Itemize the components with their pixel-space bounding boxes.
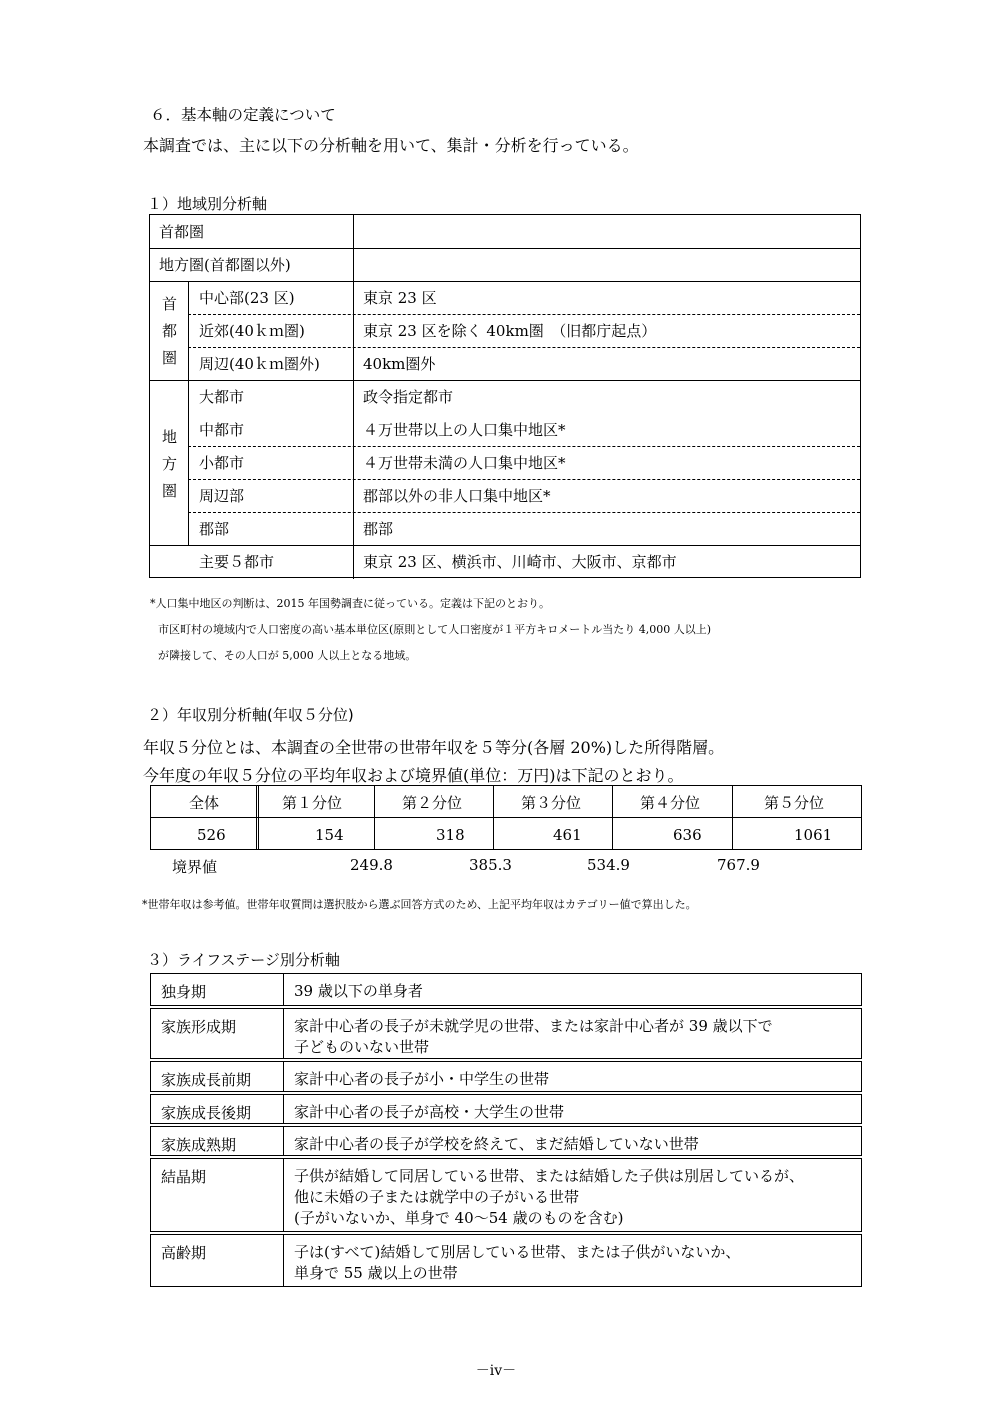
life-row-line: 子供が結婚して同居している世帯、または結婚した子供は別居しているが、	[294, 1167, 805, 1185]
regional-group-char-3: 圏	[162, 482, 178, 500]
income-note: *世帯年収は参考値。世帯年収質問は選択肢から選ぶ回答方式のため、上記平均年収はカテゴリー値で算出した。	[142, 898, 697, 911]
region-table	[149, 214, 861, 578]
section-intro: 本調査では、主に以下の分析軸を用いて、集計・分析を行っている。	[143, 136, 639, 155]
boundary-1: 249.8	[350, 856, 393, 874]
life-row-line: 子どものいない世帯	[294, 1038, 430, 1056]
life-row	[150, 1094, 862, 1124]
region-r2-label: 中都市	[199, 421, 245, 439]
region-r3-label: 小都市	[199, 454, 245, 472]
metro-group-char-1: 首	[162, 295, 178, 313]
region-note-1: *人口集中地区の判断は、2015 年国勢調査に従っている。定義は下記のとおり。	[150, 597, 550, 610]
region-note-2: 市区町村の境域内で人口密度の高い基本単位区(原則として人口密度が１平方キロメートル当たり 4,000 人以上)	[158, 623, 712, 636]
region-m3-label: 周辺(40ｋｍ圏外)	[199, 355, 320, 373]
life-row	[150, 973, 862, 1006]
income-header-q2: 第２分位	[402, 794, 463, 812]
income-header-total: 全体	[189, 794, 220, 812]
region-note-3: が隣接して、その人口が 5,000 人以上となる地域。	[158, 649, 417, 662]
income-header-q5: 第５分位	[764, 794, 825, 812]
section-title: ６．基本軸の定義について	[150, 106, 336, 124]
life-row-text	[294, 1016, 773, 1058]
region-m2-desc: 東京 23 区を除く 40km圏 （旧都庁起点）	[363, 322, 657, 340]
boundary-4: 767.9	[717, 856, 760, 874]
regional-group-char-2: 方	[162, 455, 178, 473]
region-m2-label: 近郊(40ｋｍ圏)	[199, 322, 305, 340]
region-major-label: 主要５都市	[199, 553, 275, 571]
regional-group-char-1: 地	[162, 428, 178, 446]
life-row-label: 独身期	[161, 983, 207, 1001]
life-row-text	[294, 1166, 804, 1229]
region-r1-desc: 政令指定都市	[363, 388, 454, 406]
income-table	[150, 785, 862, 850]
income-value-q4: 636	[673, 826, 702, 844]
life-row-line: 家計中心者の長子が小・中学生の世帯	[294, 1070, 550, 1088]
life-heading: ３）ライフステージ別分析軸	[147, 951, 340, 969]
income-value-q5: 1061	[794, 826, 833, 844]
region-r5-desc: 郡部	[363, 520, 394, 538]
income-value-q1: 154	[315, 826, 344, 844]
life-row	[150, 1061, 862, 1092]
life-row	[150, 1008, 862, 1059]
life-row-line: 39 歳以下の単身者	[294, 982, 423, 1000]
region-r5-label: 郡部	[199, 520, 230, 538]
life-row	[150, 1158, 862, 1232]
life-row	[150, 1234, 862, 1287]
region-m1-label: 中心部(23 区)	[199, 289, 295, 307]
life-row-label: 家族形成期	[161, 1018, 237, 1036]
region-r4-label: 周辺部	[199, 487, 245, 505]
region-r2-desc: ４万世帯以上の人口集中地区*	[363, 421, 566, 439]
income-line-2: 今年度の年収５分位の平均年収および境界値(単位：万円)は下記のとおり。	[143, 766, 684, 785]
income-value-q3: 461	[553, 826, 582, 844]
life-row-label: 結晶期	[161, 1168, 207, 1186]
life-row-label: 家族成長前期	[161, 1071, 252, 1089]
income-value-total: 526	[197, 826, 226, 844]
region-m3-desc: 40km圏外	[363, 355, 436, 373]
life-row-text	[294, 1242, 740, 1284]
life-row-label: 高齢期	[161, 1244, 207, 1262]
life-row-label: 家族成熟期	[161, 1136, 237, 1154]
income-value-q2: 318	[436, 826, 465, 844]
region-regional-label: 地方圏(首都圏以外)	[159, 256, 291, 274]
income-line-1: 年収５分位とは、本調査の全世帯の世帯年収を５等分(各層 20%)した所得階層。	[143, 738, 725, 757]
region-major-desc: 東京 23 区、横浜市、川崎市、大阪市、京都市	[363, 553, 677, 571]
life-row-line: 他に未婚の子または就学中の子がいる世帯	[294, 1188, 580, 1206]
life-row-line: 家計中心者の長子が学校を終えて、まだ結婚していない世帯	[294, 1135, 699, 1153]
life-row-line: (子がいないか、単身で 40～54 歳のものを含む)	[294, 1209, 624, 1227]
metro-group-char-3: 圏	[162, 349, 178, 367]
region-r1-label: 大都市	[199, 388, 245, 406]
page-number: －iv－	[475, 1363, 517, 1379]
metro-group-char-2: 都	[162, 322, 178, 340]
income-header-q3: 第３分位	[521, 794, 582, 812]
boundary-label: 境界値	[172, 858, 218, 876]
life-row-line: 家計中心者の長子が高校・大学生の世帯	[294, 1103, 565, 1121]
life-row	[150, 1126, 862, 1156]
region-r4-desc: 郡部以外の非人口集中地区*	[363, 487, 551, 505]
life-row-line: 子は(すべて)結婚して別居している世帯、または子供がいないか、	[294, 1243, 741, 1261]
boundary-2: 385.3	[469, 856, 512, 874]
region-heading: １）地域別分析軸	[147, 195, 268, 213]
region-m1-desc: 東京 23 区	[363, 289, 437, 307]
income-header-q4: 第４分位	[640, 794, 701, 812]
income-header-q1: 第１分位	[282, 794, 343, 812]
income-heading: ２）年収別分析軸(年収５分位)	[147, 706, 354, 724]
life-row-label: 家族成長後期	[161, 1104, 252, 1122]
region-metro-label: 首都圏	[159, 223, 205, 241]
region-r3-desc: ４万世帯未満の人口集中地区*	[363, 454, 566, 472]
boundary-3: 534.9	[587, 856, 630, 874]
life-row-line: 家計中心者の長子が未就学児の世帯、または家計中心者が 39 歳以下で	[294, 1017, 773, 1035]
life-row-line: 単身で 55 歳以上の世帯	[294, 1264, 458, 1282]
